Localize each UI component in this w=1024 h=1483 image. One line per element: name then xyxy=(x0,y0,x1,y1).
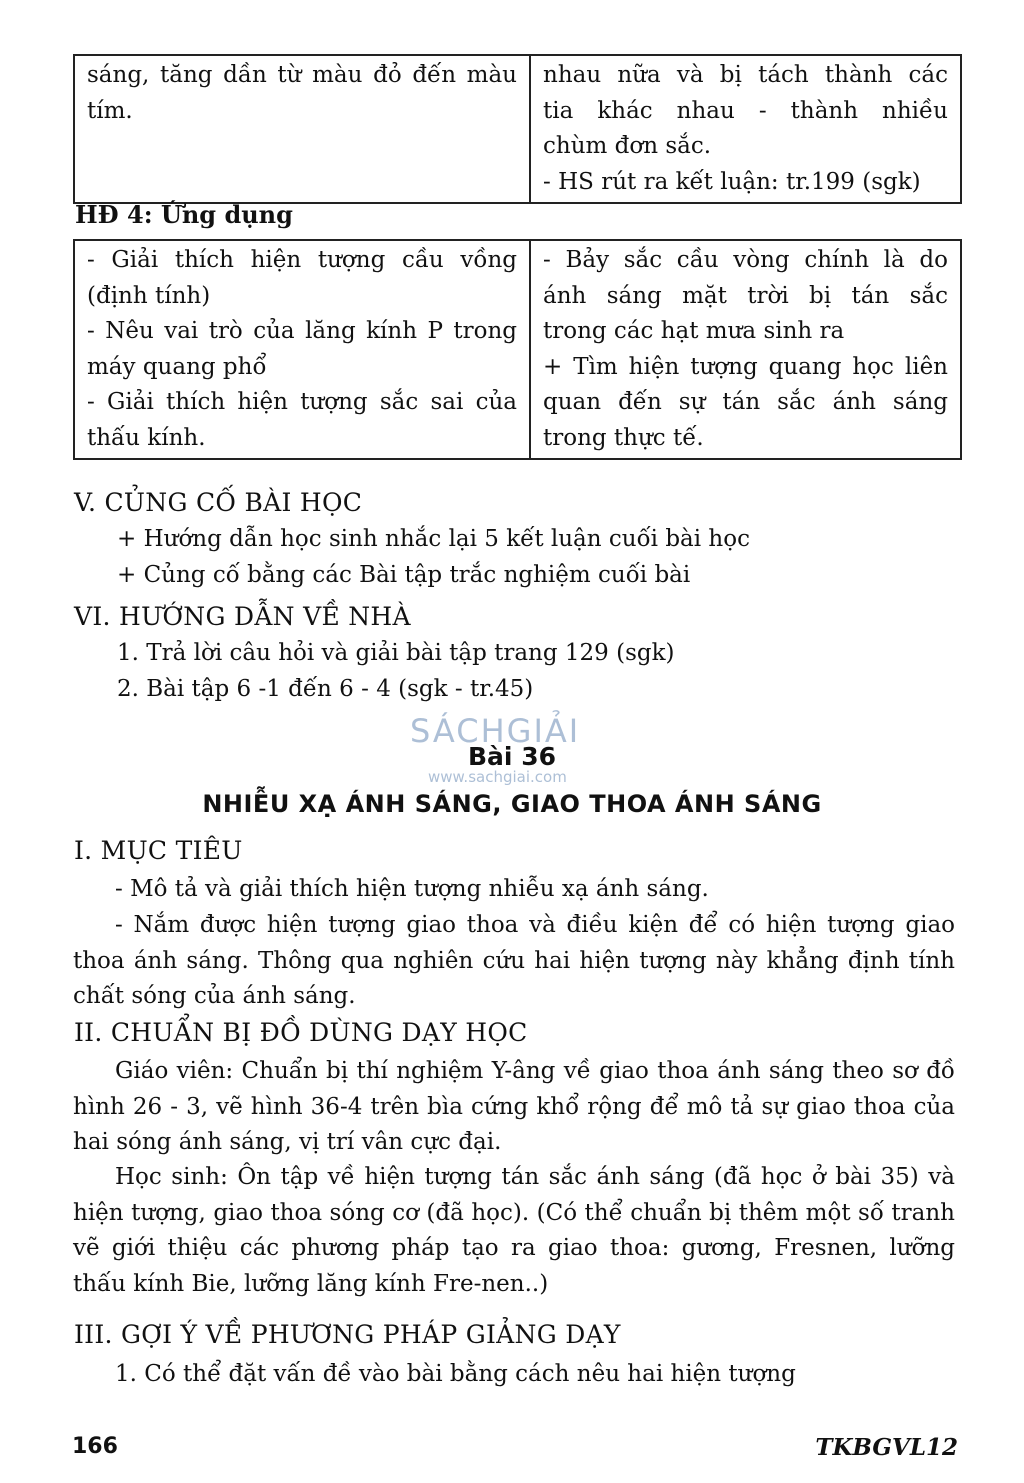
section-2-heading: II. CHUẨN BỊ ĐỒ DÙNG DẠY HỌC xyxy=(74,1018,528,1047)
section-3-paragraph xyxy=(73,1357,955,1393)
student-column-cell xyxy=(530,240,961,459)
teacher-column-cell xyxy=(74,55,530,203)
section-6-heading: VI. HƯỚNG DẪN VỀ NHÀ xyxy=(74,602,411,631)
section-6-item: 1. Trả lời câu hỏi và giải bài tập trang 129 (sgk) xyxy=(117,640,675,666)
table-line: - HS rút ra kết luận: tr.199 (sgk) xyxy=(543,168,921,195)
table-line: máy quang phổ xyxy=(87,353,267,380)
table-line: - Nêu vai trò của lăng kính P trong xyxy=(87,318,517,344)
table-line: (định tính) xyxy=(87,282,211,309)
lesson-number: Bài 36 xyxy=(468,742,556,771)
table-line: - Giải thích hiện tượng cầu vồng xyxy=(87,247,517,273)
section-5-heading: V. CỦNG CỐ BÀI HỌC xyxy=(74,488,363,517)
student-column-cell xyxy=(530,55,961,203)
watermark-url: www.sachgiai.com xyxy=(428,768,567,786)
table-line: nhau nữa và bị tách thành các xyxy=(543,62,948,88)
section-5-item: + Củng cố bằng các Bài tập trắc nghiệm cuối bài xyxy=(117,562,691,588)
section-5-item: + Hướng dẫn học sinh nhắc lại 5 kết luận cuối bài học xyxy=(117,526,750,552)
activity-table-applications xyxy=(73,239,962,460)
section-3-heading: III. GỢI Ý VỀ PHƯƠNG PHÁP GIẢNG DẠY xyxy=(74,1320,621,1349)
table-line: thấu kính. xyxy=(87,424,206,451)
table-line: trong các hạt mưa sinh ra xyxy=(543,318,845,344)
paragraph-text: Giáo viên: Chuẩn bị thí nghiệm Y-âng về giao thoa ánh sáng theo sơ đồ hình 26 - 3, vẽ hình 36-4 trên bìa cứng khổ rộng để mô tả sự giao thoa của hai sóng ánh sáng, vị trí vân cực đại. xyxy=(73,1058,955,1155)
paragraph-text: - Mô tả và giải thích hiện tượng nhiễu xạ ánh sáng. xyxy=(115,876,709,902)
section-2-paragraph xyxy=(73,1054,955,1161)
book-code: TKBGVL12 xyxy=(815,1434,958,1461)
section-2-paragraph xyxy=(73,1160,955,1302)
watermark-logo: SÁCHGIẢI xyxy=(410,712,581,750)
section-1-paragraph xyxy=(73,872,955,908)
table-line: tím. xyxy=(87,97,133,124)
teacher-column-cell xyxy=(74,240,530,459)
activity-4-title: HĐ 4: Ứng dụng xyxy=(75,200,293,229)
paragraph-text: 1. Có thể đặt vấn đề vào bài bằng cách nêu hai hiện tượng xyxy=(115,1361,796,1387)
activity-table-top xyxy=(73,54,962,204)
table-line: trong thực tế. xyxy=(543,424,704,451)
table-line: tia khác nhau - thành nhiều xyxy=(543,97,948,124)
section-6-item: 2. Bài tập 6 -1 đến 6 - 4 (sgk - tr.45) xyxy=(117,676,534,702)
section-1-paragraph xyxy=(73,908,955,1015)
paragraph-text: Học sinh: Ôn tập về hiện tượng tán sắc ánh sáng (đã học ở bài 35) và hiện tượng, giao thoa sóng cơ (đã học). (Có thể chuẩn bị thêm một số tranh vẽ giới thiệu các phương pháp tạo ra giao thoa: gương, Fresnen, lưỡng thấu kính Bie, lưỡng lăng kính Fre-nen..) xyxy=(73,1164,955,1297)
table-line: - Bảy sắc cầu vòng chính là do xyxy=(543,247,948,273)
lesson-title: NHIỄU XẠ ÁNH SÁNG, GIAO THOA ÁNH SÁNG xyxy=(202,790,822,818)
page-number: 166 xyxy=(72,1434,118,1459)
table-line: sáng, tăng dần từ màu đỏ đến màu xyxy=(87,62,517,88)
paragraph-text: - Nắm được hiện tượng giao thoa và điều kiện để có hiện tượng giao thoa ánh sáng. Thông qua nghiên cứu hai hiện tượng này khẳng định tính chất sóng của ánh sáng. xyxy=(73,912,955,1009)
table-line: chùm đơn sắc. xyxy=(543,133,712,159)
table-line: - Giải thích hiện tượng sắc sai của xyxy=(87,389,517,415)
table-line: ánh sáng mặt trời bị tán sắc xyxy=(543,282,948,309)
table-line: + Tìm hiện tượng quang học liên xyxy=(543,353,948,380)
table-line: quan đến sự tán sắc ánh sáng xyxy=(543,389,948,415)
section-1-heading: I. MỤC TIÊU xyxy=(74,836,243,865)
